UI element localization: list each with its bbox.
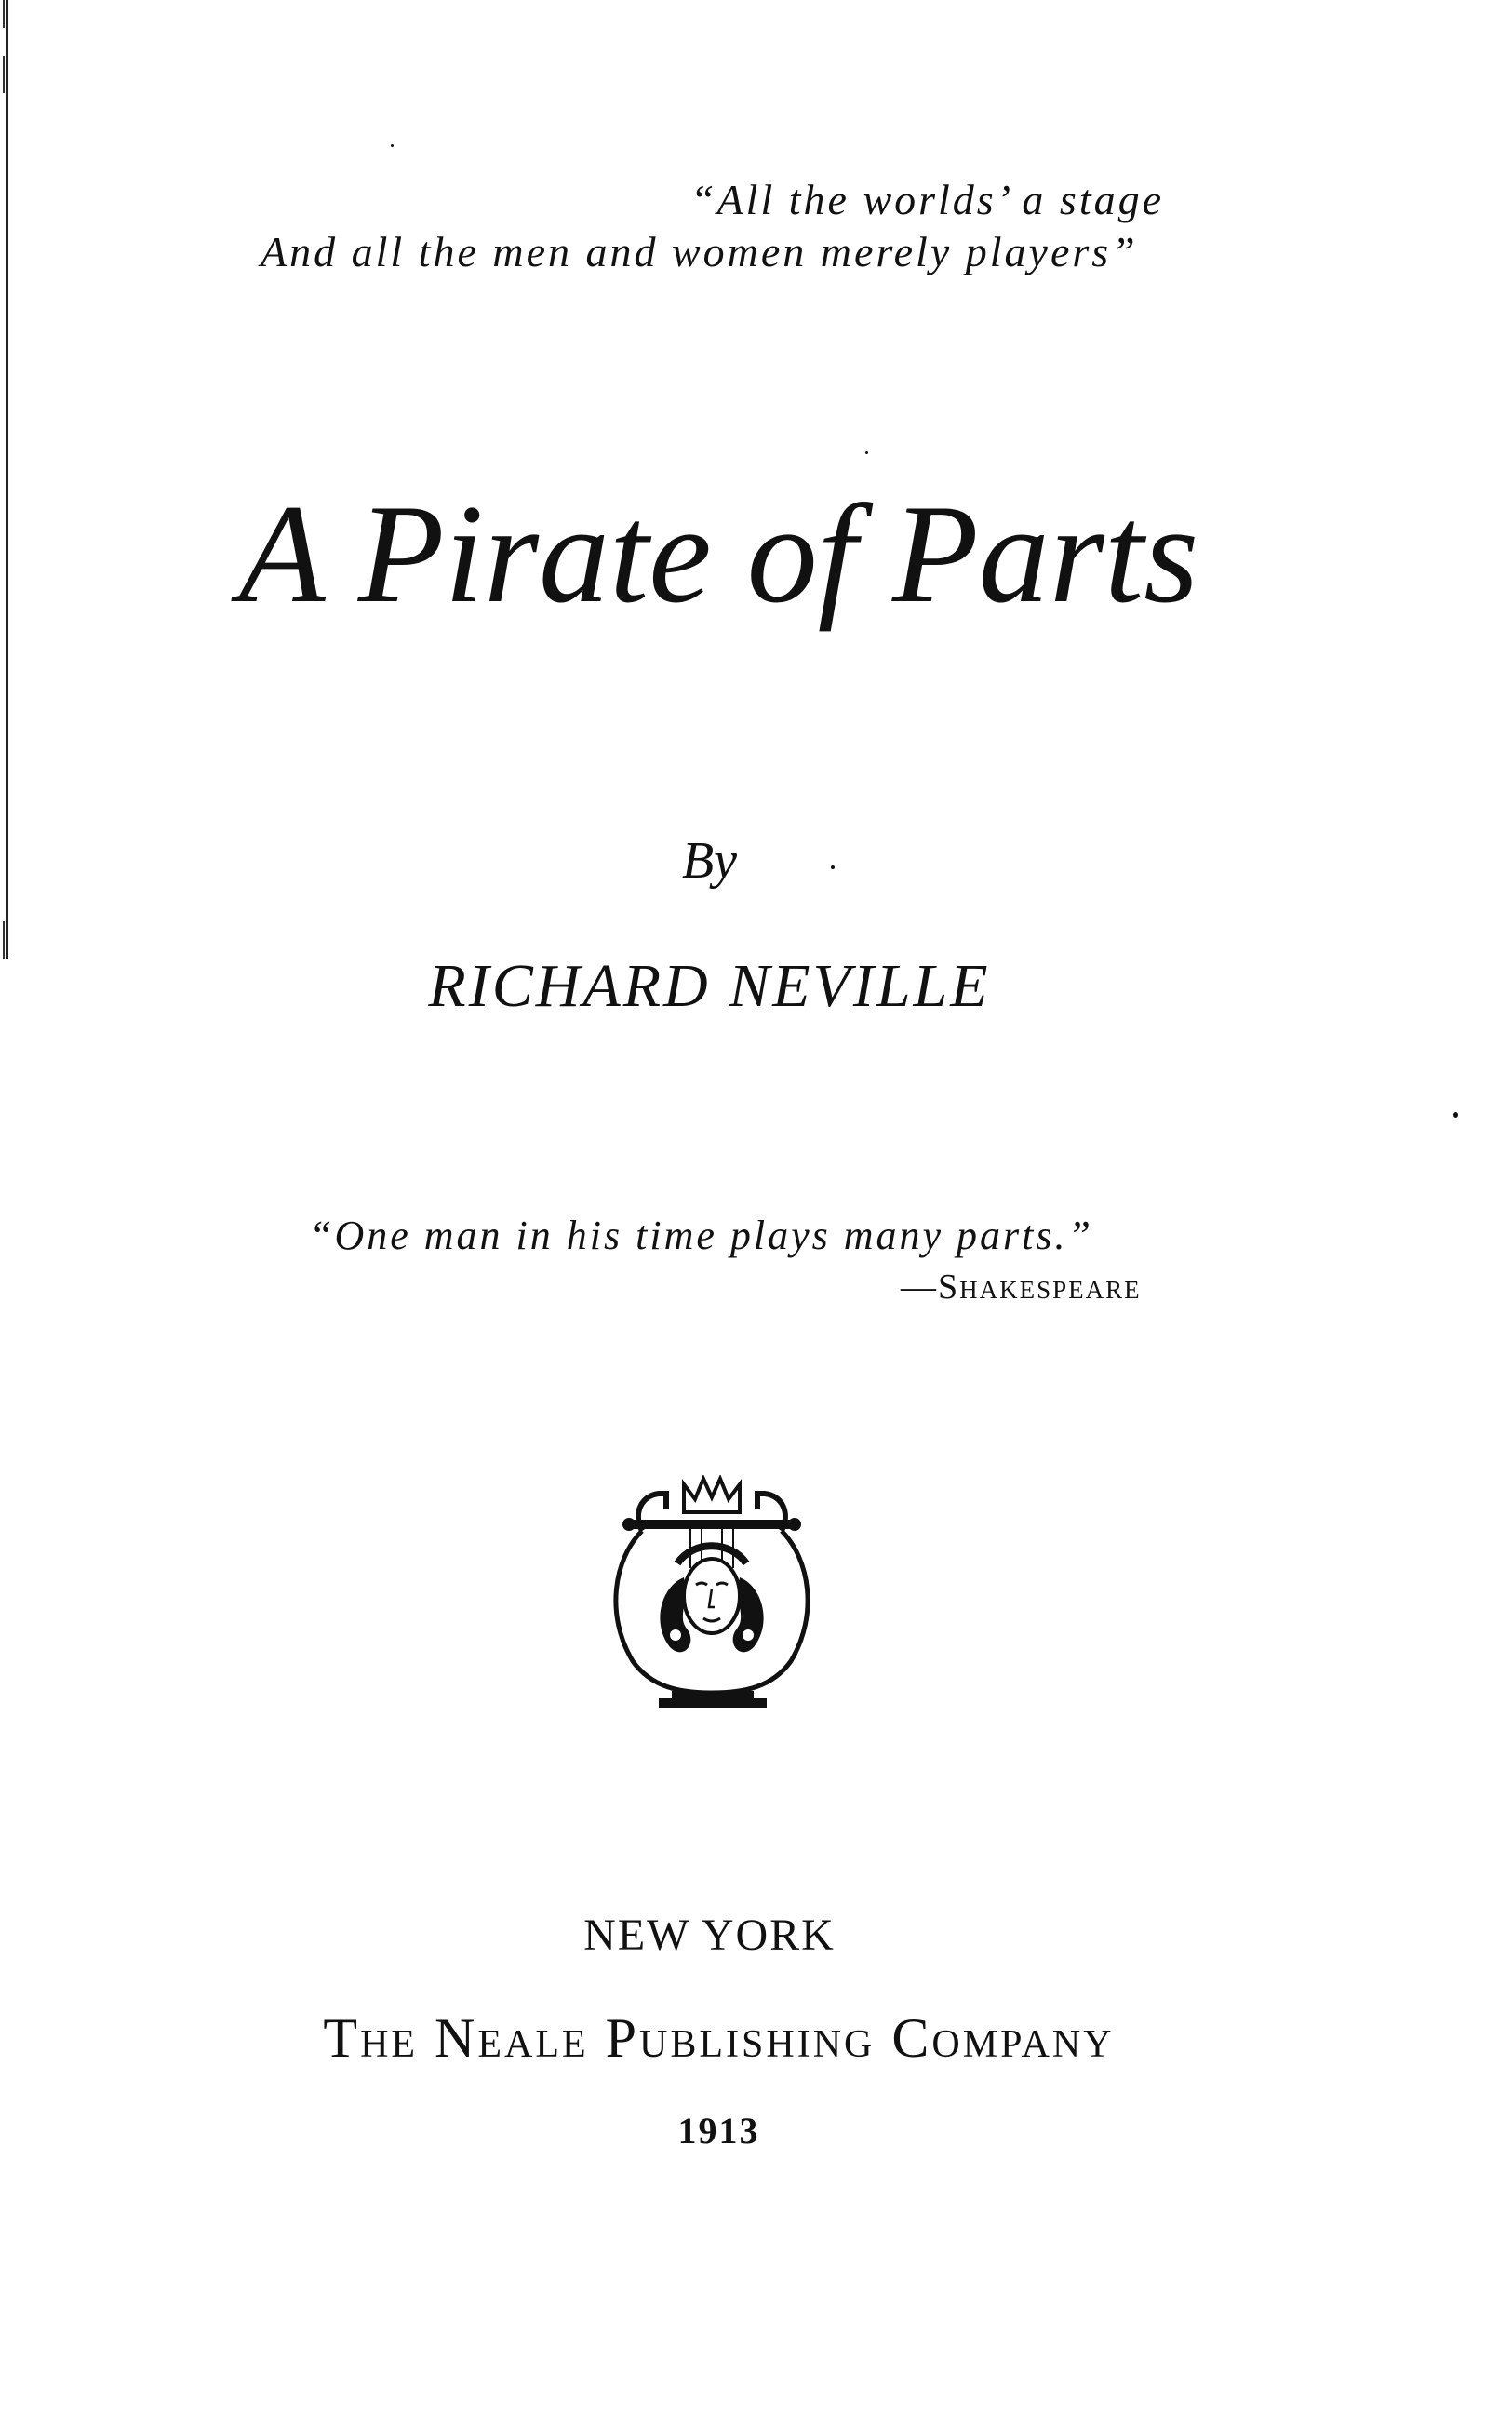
page-edge-tick [3,0,5,28]
quote-text: “One man in his time plays many parts.” [309,1213,1093,1258]
page-edge-tick [3,56,5,93]
epigraph-line-2: And all the men and women merely players” [261,228,1138,275]
quote-attribution: —Shakespeare [901,1267,1142,1307]
epigraph-line-1: “All the worlds’ a stage [690,176,1165,223]
imprint-publisher: The Neale Publishing Company [323,2007,1115,2069]
imprint-year: 1913 [677,2110,760,2152]
book-title: A Pirate of Parts [238,476,1199,632]
print-speck [391,144,394,147]
imprint-place: NEW YORK [583,1911,836,1960]
author-name: RICHARD NEVILLE [428,952,991,1020]
lyre-with-face-icon [605,1475,819,1717]
print-speck [1453,1112,1458,1118]
byline-by: By [681,832,738,890]
print-speck [865,451,868,454]
